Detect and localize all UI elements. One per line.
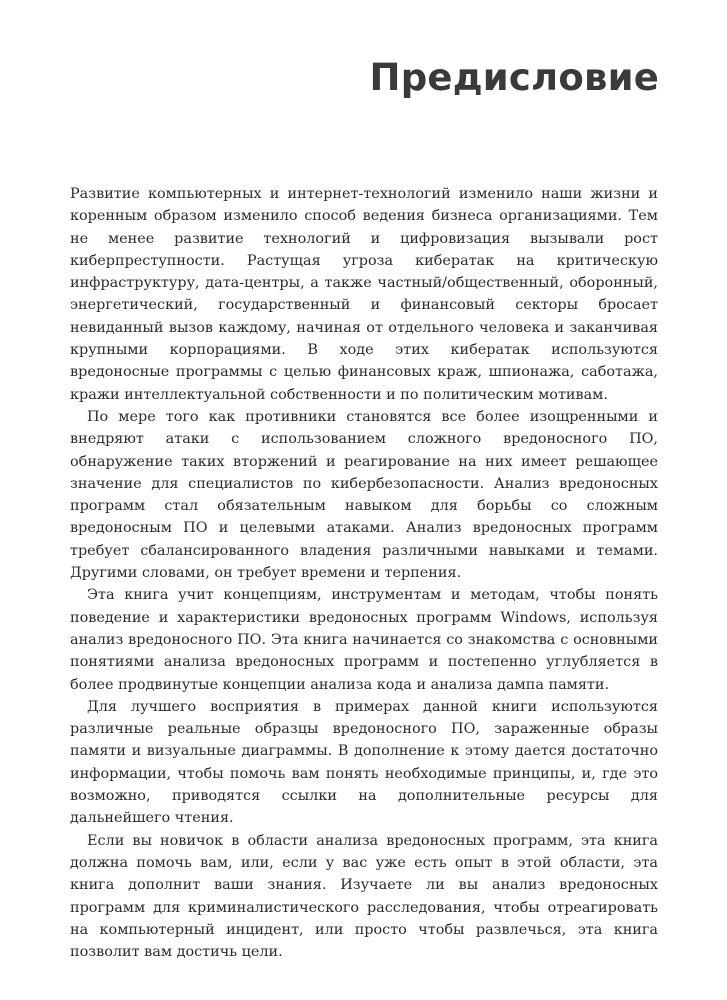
body-text (70, 183, 658, 963)
paragraph-4: Для лучшего восприятия в примерах данной книги используются различные реальные образцы вредоносного ПО, зараженные образы памяти и визуальные диаграммы. В дополнение к этому дается достаточно информации, чтобы помочь вам понять необходимые принципы, и, где это возможно, приводятся ссылки на дополнительные ресурсы для дальнейшего чтения. (70, 698, 658, 827)
paragraph-2: По мере того как противники становятся все более изощренными и внедряют атаки с использованием сложного вредоносного ПО, обнаружение таких вторжений и реагирование на них имеет решающее значение для специалистов по кибербезопасности. Анализ вредоносных программ стал обязательным навыком для борьбы со сложным вредоносным ПО и целевыми атаками. Анализ вредоносных программ требует сбалансированного владения различными навыками и темами. Другими словами, он требует времени и терпения. (70, 408, 658, 582)
paragraph-5: Если вы новичок в области анализа вредоносных программ, эта книга должна помочь вам, или, если у вас уже есть опыт в этой области, эта книга дополнит ваши знания. Изучаете ли вы анализ вредоносных программ для криминалистического расследования, чтобы отреагировать на компьютерный инцидент, или просто чтобы развлечься, эта книга позволит вам достичь цели. (70, 832, 658, 961)
paragraph-3: Эта книга учит концепциям, инструментам и методам, чтобы понять поведение и характеристики вредоносных программ Windows, используя анализ вредоносного ПО. Эта книга начинается со знакомства с основными понятиями анализа вредоносных программ и постепенно углубляется в более продвинутые концепции анализа кода и анализа дампа памяти. (70, 587, 658, 693)
chapter-title: Предисловие (369, 56, 659, 99)
paragraph-1: Развитие компьютерных и интернет-технологий изменило наши жизни и коренным образом изменило способ ведения бизнеса организациями. Тем не менее развитие технологий и цифровизация вызывали рост киберпреступности. Растущая угроза кибератак на критическую инфраструктуру, дата-центры, а также частный/общественный, оборонный, энергетический, государственный и финансовый секторы бросает невиданный вызов каждому, начиная от отдельного человека и заканчивая крупными корпорациями. В ходе этих кибератак используются вредоносные программы с целью финансовых краж, шпионажа, саботажа, кражи интеллектуальной собственности и по политическим мотивам. (70, 186, 658, 403)
